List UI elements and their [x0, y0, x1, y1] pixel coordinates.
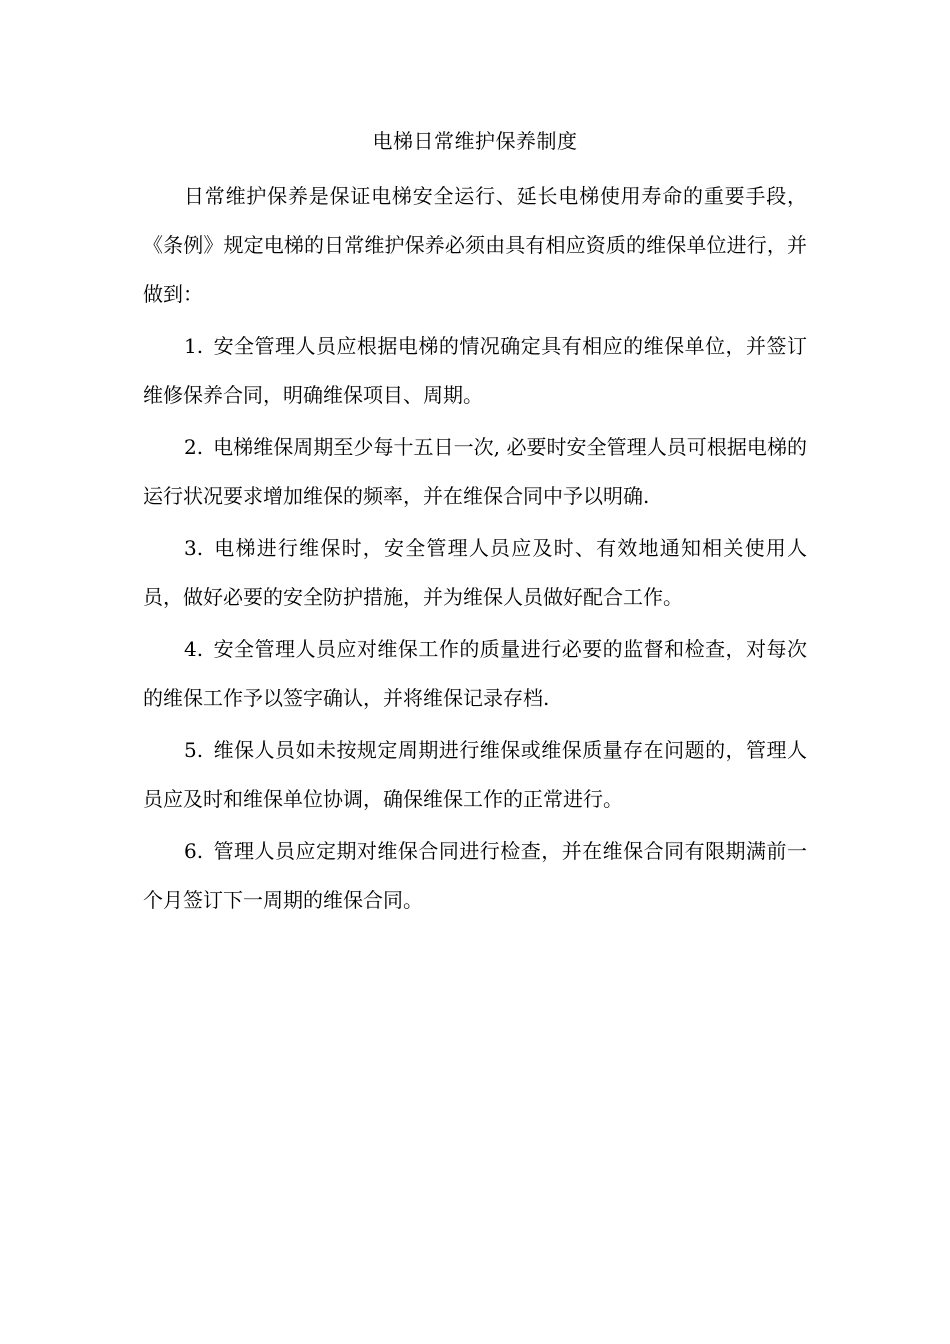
- document-body: [143, 172, 807, 925]
- list-item-text: 管理人员应定期对维保合同进行检查，并在维保合同有限期满前一个月签订下一周期的维保合同。: [143, 839, 807, 912]
- list-item-number: 2.: [184, 435, 204, 459]
- list-item-number: 1.: [184, 334, 204, 358]
- list-item-5: [143, 726, 807, 824]
- list-item-text: 安全管理人员应根据电梯的情况确定具有相应的维保单位，并签订维修保养合同，明确维保项目、周期。: [143, 334, 807, 407]
- document-title: 电梯日常维护保养制度: [372, 129, 578, 153]
- list-item-text: 维保人员如未按规定周期进行维保或维保质量存在问题的，管理人员应及时和维保单位协调，确保维保工作的正常进行。: [143, 738, 807, 811]
- intro-paragraph: 日常维护保养是保证电梯安全运行、延长电梯使用寿命的重要手段，《条例》规定电梯的日常维护保养必须由具有相应资质的维保单位进行，并做到：: [143, 184, 807, 306]
- list-item-number: 5.: [184, 738, 204, 762]
- list-item-number: 6.: [184, 839, 204, 863]
- list-item-4: [143, 625, 807, 723]
- list-item-2: [143, 423, 807, 521]
- list-item-6: [143, 827, 807, 925]
- list-item-number: 4.: [184, 637, 204, 661]
- list-item-text: 安全管理人员应对维保工作的质量进行必要的监督和检查，对每次的维保工作予以签字确认，并将维保记录存档.: [143, 637, 807, 710]
- list-item-text: 电梯进行维保时，安全管理人员应及时、有效地通知相关使用人员，做好必要的安全防护措施，并为维保人员做好配合工作。: [143, 536, 807, 609]
- list-item-text: 电梯维保周期至少每十五日一次, 必要时安全管理人员可根据电梯的运行状况要求增加维保的频率，并在维保合同中予以明确.: [143, 435, 807, 508]
- list-item-number: 3.: [184, 536, 204, 560]
- list-item-3: [143, 524, 807, 622]
- list-item-1: [143, 322, 807, 420]
